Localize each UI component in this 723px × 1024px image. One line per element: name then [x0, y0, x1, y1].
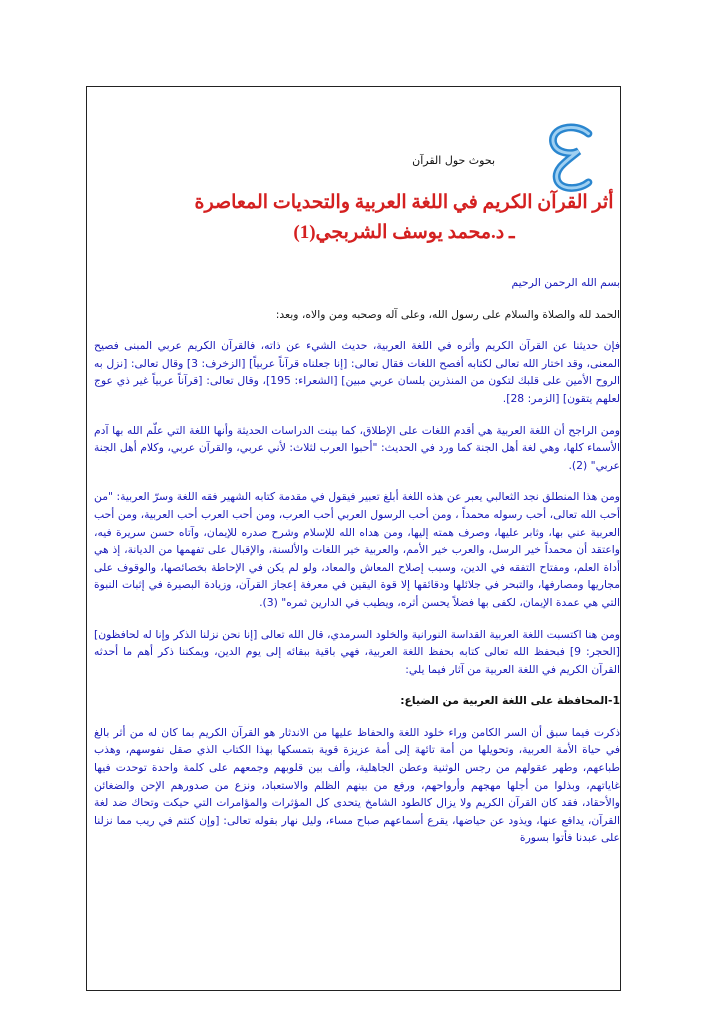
basmala: بسم الله الرحمن الرحيم — [511, 276, 620, 289]
paragraph: ذكرت فيما سبق أن السر الكامن وراء خلود اللغة والحفاظ عليها من الاندثار هو القرآن الكريم بما كان له من أثر بالغ في حياة الأمة العربية، وتحويلها من أمة تائهة إلى أمة عزيزة قوية بتمسكها بهذا الكتاب الذي صقل نفوسهم، وهذب طباعهم، وطهر عقولهم من رجس الوثنية وعطن الجاهلية، وألف بين قلوبهم وجمعهم على كلمة واحدة توحدت فيها غاياتهم، وبذلوا من أجلها مهجهم وأرواحهم، ورفع من بينهم الظلم والاستعباد، ونزع من صدورهم الإحن والضغائن والأحقاد، فقد كان القرآن الكريم ولا يزال كالطود الشامخ يتحدى كل المؤثرات والمؤامرات التي حيكت وتحاك ضد لغة القرآن، يدافع عنها، ويذود عن حياضها، يقرع أسماعهم صباح مساء، وليل نهار بقوله تعالى: [وإن كنتم في ريب مما نزلنا على عبدنا فأتوا بسورة — [94, 725, 620, 845]
section-heading: 1-المحافظة على اللغة العربية من الضياع: — [400, 694, 620, 708]
paragraph: ومن هذا المنطلق نجد الثعالبي يعبر عن هذه اللغة أبلغ تعبير فيقول في مقدمة كتابه الشهير فقه اللغة وسرّ العربية: "من أحب الله تعالى، أحب رسوله محمداً ، ومن أحب الرسول العربي أحب العرب، ومن أحب العرب أحب العربية، ومن أحب العربية عني بها، وثابر عليها، وصرف همته إليها، ومن هداه الله للإسلام وشرح صدره للإيمان، وآتاه حسن سريرة فيه، واعتقد أن محمداً خير الرسل، والعرب خير الأمم، والعربية خير اللغات والألسنة، والإقبال على تفهمها من الديانة، إذ هي أداة العلم، ومفتاح التفقه في الدين، وسبب إصلاح المعاش والمعاد، ولو لم يكن في الإحاطة بخصائصها، والوقوف على مجاريها ومصارفها، والتبحر في جلائلها ودقائقها إلا قوة اليقين في معرفة إعجاز القرآن، وزيادة البصيرة في إثبات النبوة التي هي عمدة الإيمان، لكفى بها فضلاً يحسن أثره، ويطيب في الدارين ثمره" (3). — [94, 490, 620, 609]
section-label: بحوث حول القرآن — [412, 154, 495, 167]
article-body — [94, 274, 620, 861]
paragraph: ومن هنا اكتسبت اللغة العربية القداسة النورانية والخلود السرمدي، قال الله تعالى [إنا نحن نزلنا الذكر وإنا له لحافظون] [الحجر: 9] فبحفظ الله تعالى كتابه بحفظ اللغة العربية، فهي باقية ببقائه إلى يوم الدين، ويمكننا ذكر أهم ما أحدثه القرآن الكريم في اللغة العربية من آثار فيما يلي: — [94, 627, 620, 676]
paragraph: ومن الراجح أن اللغة العربية هي أقدم اللغات على الإطلاق، كما بينت الدراسات الحديثة وأنها اللغة التي علّم الله بها آدم الأسماء كلها، وهي لغة أهل الجنة كما ورد في الحديث: "أحبوا العرب لثلاث: لأني عربي، والقرآن عربي، وكلام أهل الجنة عربي" (2). — [94, 423, 620, 472]
article-title: أثر القرآن الكريم في اللغة العربية والتحديات المعاصرة ـ د.محمد يوسف الشربجي(1) — [194, 192, 614, 243]
ain-logo-icon — [528, 118, 606, 196]
paragraph: فإن حديثنا عن القرآن الكريم وأثره في اللغة العربية، حديث الشيء عن ذاته، فالقرآن الكريم عربي المبنى فصيح المعنى، وقد اختار الله تعالى لكتابه أفصح اللغات فقال تعالى: [إنا جعلناه قرآناً عربياً] [الزخرف: 3] وقال تعالى: [نزل به الروح الأمين على قلبك لتكون من المنذرين بلسان عربي مبين] [الشعراء: 195]، وقال تعالى: [قرآناً عربياً غير ذي عوج لعلهم يتقون] [الزمر: 28]. — [94, 339, 620, 405]
opening-praise: الحمد لله والصلاة والسلام على رسول الله، وعلى آله وصحبه ومن والاه، وبعد: — [275, 307, 620, 321]
